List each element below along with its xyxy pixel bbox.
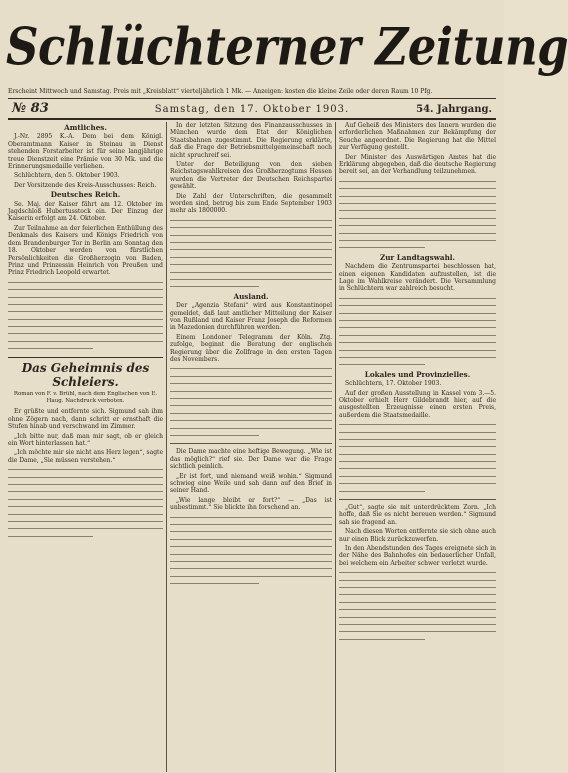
text-filler <box>170 217 332 291</box>
print-line <box>339 339 496 346</box>
print-line <box>8 279 163 286</box>
print-line <box>170 388 332 395</box>
print-line <box>339 591 496 598</box>
print-line <box>339 237 496 244</box>
issue-number: № 83 <box>12 101 49 116</box>
print-line <box>8 294 163 301</box>
print-line <box>339 354 496 361</box>
print-line <box>339 443 496 450</box>
print-line <box>339 317 496 324</box>
divider <box>170 443 332 444</box>
print-line <box>8 330 163 337</box>
print-line <box>170 224 332 231</box>
print-line <box>170 402 332 409</box>
article-paragraph: Auf Geheiß des Ministers des Innern wurden die erforderlichen Maßnahmen zur Bekämpfung der Seuche angeordnet. Die Regierung hat die Mittel zur Verfügung gestellt. <box>339 122 496 152</box>
print-line <box>339 178 496 185</box>
print-line <box>339 193 496 200</box>
column-1 <box>8 122 163 772</box>
print-line <box>8 345 93 352</box>
issue-date: Samstag, den 17. Oktober 1903. <box>154 104 350 115</box>
print-line <box>170 580 259 587</box>
column-2 <box>170 122 332 772</box>
print-line <box>170 283 259 290</box>
print-line <box>339 628 496 635</box>
print-line <box>339 332 496 339</box>
print-line <box>8 518 163 525</box>
print-line <box>170 528 332 535</box>
article-paragraph: Die Zahl der Unterschriften, die gesammelt worden sind, betrug bis zum Ende September 1903 mehr als 1800000. <box>170 192 332 215</box>
masthead <box>6 8 568 86</box>
article-paragraph: In der letzten Sitzung des Finanzausschusses in München wurde dem Etat der Königlichen Staatsbahnen zugestimmt. Die Regierung erklärte, daß die Frage der Betriebsmittelgemeinschaft noch nicht spruchreif sei. <box>170 122 332 159</box>
print-line <box>339 436 496 443</box>
serial-title: Das Geheimnis des Schleiers. <box>8 357 163 389</box>
print-line <box>8 496 163 503</box>
text-filler <box>339 421 496 495</box>
print-line <box>339 599 496 606</box>
print-line <box>170 232 332 239</box>
article-paragraph: J.-Nr. 2895 K.-A. Dem bei dem Königl. Oberamtmann Kaiser in Steinau in Dienst stehenden Forstarbeiter ist für seine langjährige treue Dienstzeit eine Prämie von 30 Mk. und die Erinnerungsmedaille verliehen. <box>8 133 163 171</box>
print-line <box>170 558 332 565</box>
print-line <box>339 429 496 436</box>
print-line <box>170 543 332 550</box>
text-filler <box>339 295 496 369</box>
article-paragraph: Die Dame machte eine heftige Bewegung. „Wie ist das möglich?“ rief sie. Der Dame war die Frage sichtlich peinlich. <box>170 448 332 471</box>
text-filler <box>339 569 496 643</box>
print-line <box>8 286 163 293</box>
print-line <box>339 569 496 576</box>
text-filler <box>170 365 332 439</box>
print-line <box>339 200 496 207</box>
print-line <box>339 347 496 354</box>
column-rule <box>166 122 167 772</box>
print-line <box>339 577 496 584</box>
article-paragraph: „Ich möchte mir sie nicht ans Herz legen“, sagte die Dame, „Sie müssen verstehen.“ <box>8 449 163 464</box>
article-paragraph: Er grüßte und entfernte sich. Sigmund sah ihm ohne Zögern nach, dann schritt er ernsthaft die Stufen hinab und verschwand im Zimmer. <box>8 408 163 431</box>
column-rule <box>335 122 336 772</box>
text-filler <box>170 514 332 588</box>
article-paragraph: Zur Teilnahme an der feierlichen Enthüllung des Denkmals des Kaisers und Königs Friedrich von dem Brandenburger Tor in Berlin am Sonntag den 18. Oktober werden von fürstlichen Persönlichkeiten die Großherzogin von Baden, Prinz und Prinzessin Heinrich von Preußen und Prinz Friedrich Leopold erwartet. <box>8 224 163 277</box>
print-line <box>170 380 332 387</box>
print-line <box>339 614 496 621</box>
article-paragraph: Der Minister des Auswärtigen Amtes hat die Erklärung abgegeben, daß die deutsche Regierung bereit sei, an der Verhandlung teilzunehmen. <box>339 153 496 176</box>
print-line <box>8 301 163 308</box>
newspaper-title: Schlüchterner Zeitung <box>6 15 568 77</box>
article-paragraph: „Ich bitte nur, daß man mir sagt, ob er gleich ein Wort hinterlassen hat.“ <box>8 432 163 448</box>
print-line <box>339 310 496 317</box>
print-line <box>8 488 163 495</box>
print-line <box>8 474 163 481</box>
print-line <box>8 525 163 532</box>
section-heading: Zur Landtagswahl. <box>379 252 456 262</box>
issue-bar <box>8 100 496 120</box>
print-line <box>339 488 425 495</box>
print-line <box>170 432 259 439</box>
article-paragraph: Se. Maj. der Kaiser fährt am 12. Oktober im Jagdschloß Hubertusstock ein. Der Einzug der Kaiserin erfolgt am 24. Oktober. <box>8 200 163 223</box>
text-filler <box>8 466 163 540</box>
article-paragraph: „Gut“, sagte sie mit unterdrücktem Zorn. „Ich hoffe, daß Sie es nicht bereuen werden.“ Sigmund sah sie fragend an. <box>339 504 496 526</box>
print-line <box>170 254 332 261</box>
article-paragraph: Schlüchtern, 17. Oktober 1903. <box>345 380 442 388</box>
article-paragraph: Unter der Beteiligung von den sieben Reichstagswahlkreisen des Großherzogtums Hessen wurden die Vertreter der Deutschen Reichspartei gewählt. <box>170 161 332 191</box>
print-line <box>339 324 496 331</box>
print-line <box>8 481 163 488</box>
print-line <box>339 480 496 487</box>
print-line <box>339 244 425 251</box>
article-paragraph: „Wie lange bleibt er fort?“ — „Das ist unbestimmt.“ Sie blickte ihn forschend an. <box>170 496 332 512</box>
print-line <box>170 395 332 402</box>
print-line <box>8 466 163 473</box>
print-line <box>170 276 332 283</box>
print-line <box>170 425 332 432</box>
print-line <box>8 316 163 323</box>
print-line <box>170 373 332 380</box>
print-line <box>339 361 425 368</box>
article-paragraph: „Er ist fort, und niemand weiß wohin.“ Sigmund schwieg eine Weile und sah dann auf den Brief in seiner Hand. <box>170 472 332 495</box>
print-line <box>339 451 496 458</box>
print-line <box>170 239 332 246</box>
print-line <box>8 511 163 518</box>
print-line <box>170 417 332 424</box>
print-line <box>339 621 496 628</box>
print-line <box>170 521 332 528</box>
print-line <box>170 410 332 417</box>
article-paragraph: Nachdem die Zentrumspartei beschlossen hat, einen eigenen Kandidaten aufzustellen, ist die Lage im Wahlkreise verändert. Die Versammlung in Schlüchtern war zahlreich besucht. <box>339 263 496 293</box>
print-line <box>170 514 332 521</box>
article-paragraph: Einem Londoner Telegramm der Köln. Ztg. zufolge, beginnt die Beratung der englischen Regierung über die Zollfrage in den ersten Tagen des Novembers. <box>170 333 332 364</box>
print-line <box>339 636 425 643</box>
article-paragraph: Auf der großen Ausstellung in Kassel vom 3.—5. Oktober erhielt Herr Gildebrandt hier, auf die ausgestellten Erzeugnisse einen ersten Preis, außerdem die Staatsmedaille. <box>339 389 496 419</box>
article-paragraph: Nach diesen Worten entfernte sie sich ohne auch nur einen Blick zurückzuwerfen. <box>339 528 496 543</box>
article-paragraph: Der „Agenzia Stefani“ wird aus Konstantinopel gemeldet, daß laut amtlicher Mitteilung der Kaiser von Rußland und Kaiser Franz Joseph die Reformen in Mazedonien durchführen werden. <box>170 302 332 332</box>
print-line <box>339 302 496 309</box>
print-line <box>170 365 332 372</box>
article-paragraph: Schlüchtern, den 5. Oktober 1903. <box>14 172 120 180</box>
section-heading: Lokales und Provinzielles. <box>364 369 471 379</box>
divider <box>339 499 496 500</box>
print-line <box>339 215 496 222</box>
print-line <box>339 473 496 480</box>
print-line <box>339 421 496 428</box>
print-line <box>170 261 332 268</box>
print-line <box>170 246 332 253</box>
text-filler <box>339 178 496 252</box>
print-line <box>8 503 163 510</box>
print-line <box>8 338 163 345</box>
print-line <box>170 536 332 543</box>
print-line <box>170 573 332 580</box>
article-paragraph: Der Vorsitzende des Kreis-Ausschusses: Reich. <box>14 181 157 189</box>
section-heading: Deutsches Reich. <box>50 190 121 200</box>
print-line <box>170 217 332 224</box>
section-heading: Amtliches. <box>64 123 107 132</box>
column-3 <box>339 122 496 772</box>
print-line <box>339 465 496 472</box>
print-line <box>8 533 93 540</box>
print-line <box>170 565 332 572</box>
print-line <box>8 308 163 315</box>
serial-byline: Roman von F. v. Brühl, nach dem Englischen von E. Haug. Nachdruck verboten. <box>13 390 158 405</box>
print-line <box>170 269 332 276</box>
print-line <box>339 222 496 229</box>
print-line <box>339 185 496 192</box>
section-heading: Ausland. <box>233 291 269 301</box>
issue-year: 54. Jahrgang. <box>416 104 492 115</box>
print-line <box>339 230 496 237</box>
article-paragraph: In den Abendstunden des Tages ereignete sich in der Nähe des Bahnhofes ein bedauerlicher Unfall, bei welchem ein Arbeiter schwer verletzt wurde. <box>339 545 496 567</box>
print-line <box>339 295 496 302</box>
subscription-info: Erscheint Mittwoch und Samstag. Preis mit „Kreisblatt“ vierteljährlich 1 Mk. — Anzeigen: kosten die kleine Zeile oder deren Raum 10 Pfg. <box>8 88 496 99</box>
print-line <box>339 207 496 214</box>
print-line <box>339 458 496 465</box>
print-line <box>339 606 496 613</box>
print-line <box>8 323 163 330</box>
text-filler <box>8 279 163 353</box>
print-line <box>170 551 332 558</box>
print-line <box>339 584 496 591</box>
